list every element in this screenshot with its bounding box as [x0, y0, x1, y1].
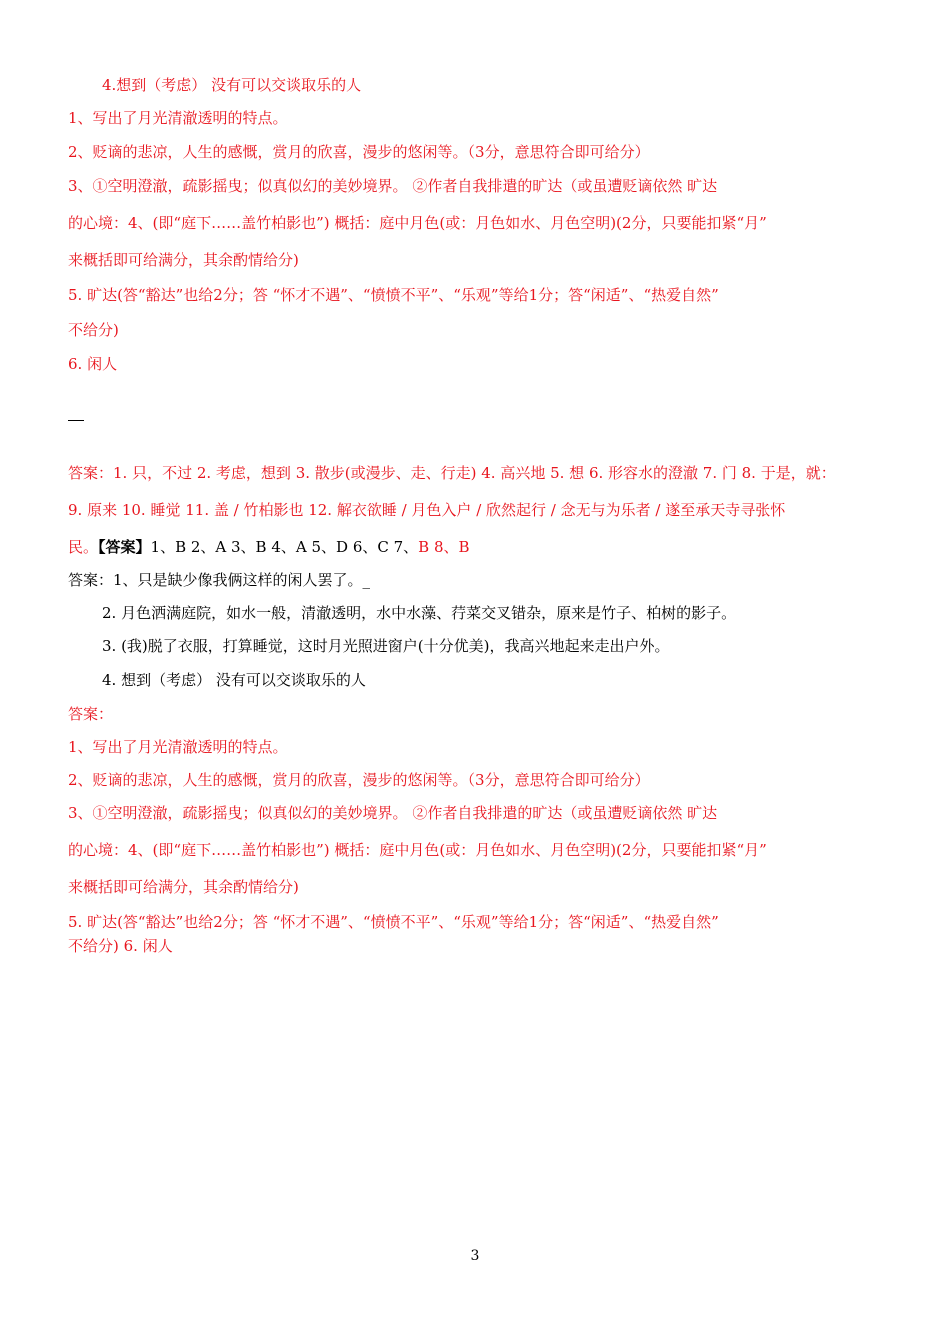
- block1-line-9: 6. 闲人: [68, 355, 118, 373]
- block2-line-2: 9. 原来 10. 睡觉 11. 盖 / 竹柏影也 12. 解衣欲睡 / 月色入户 / 欣然起行 / 念无与为乐者 / 遂至承天寺寻张怀: [68, 501, 786, 519]
- page-number: 3: [470, 1248, 480, 1264]
- block4-line-6: 来概括即可给满分，其余酌情给分): [68, 878, 299, 896]
- block2-line-1: 答案：1. 只，不过 2. 考虑，想到 3. 散步(或漫步、走、行走) 4. 高兴地 5. 想 6. 形容水的澄澈 7. 门 8. 于是，就：: [68, 464, 836, 482]
- block4-line-5: 的心境：4、(即“庭下……盖竹柏影也”) 概括：庭中月色(或：月色如水、月色空明)(2分，只要能扣紧“月”: [68, 841, 767, 859]
- separator-dash: [68, 420, 84, 421]
- block1-line-6: 来概括即可给满分，其余酌情给分): [68, 251, 299, 269]
- choice-answers: 1、B 2、A 3、B 4、A 5、D 6、C 7、: [150, 538, 419, 556]
- block3-line-2: 2. 月色洒满庭院，如水一般，清澈透明，水中水藻、荇菜交叉错杂，原来是竹子、柏树的影子。: [102, 604, 737, 622]
- block4-line-4: 3、①空明澄澈，疏影摇曳；似真似幻的美妙境界。 ②作者自我排遣的旷达（或虽遭贬谪依然 旷达: [68, 804, 718, 822]
- block4-line-2: 1、写出了月光清澈透明的特点。: [68, 738, 288, 756]
- block4-line-3: 2、贬谪的悲凉，人生的感慨，赏月的欣喜，漫步的悠闲等。（3分，意思符合即可给分）: [68, 771, 650, 789]
- block1-line-1: 4.想到（考虑） 没有可以交谈取乐的人: [102, 76, 362, 94]
- block3-line-3: 3. (我)脱了衣服，打算睡觉，这时月光照进窗户(十分优美)，我高兴地起来走出户外。: [102, 637, 670, 655]
- block4-line-7: 5. 旷达(答“豁达”也给2分；答 “怀才不遇”、“愤愤不平”、“乐观”等给1分；答“闲适”、“热爱自然”: [68, 913, 719, 931]
- block1-line-7: 5. 旷达(答“豁达”也给2分；答 “怀才不遇”、“愤愤不平”、“乐观”等给1分；答“闲适”、“热爱自然”: [68, 286, 719, 304]
- block1-line-2: 1、写出了月光清澈透明的特点。: [68, 109, 288, 127]
- block2-line-3: [68, 537, 888, 557]
- block3-line-1: 答案：1、只是缺少像我俩这样的闲人罢了。_: [68, 571, 371, 589]
- answer-heading: 【答案】: [98, 538, 151, 556]
- block1-line-5: 的心境：4、(即“庭下……盖竹柏影也”) 概括：庭中月色(或：月色如水、月色空明)(2分，只要能扣紧“月”: [68, 214, 767, 232]
- block1-line-4: 3、①空明澄澈，疏影摇曳；似真似幻的美妙境界。 ②作者自我排遣的旷达（或虽遭贬谪依然 旷达: [68, 177, 718, 195]
- block3-line-4: 4. 想到（考虑） 没有可以交谈取乐的人: [102, 671, 366, 689]
- block1-line-8: 不给分): [68, 321, 119, 339]
- choice-answers-tail: B 8、B: [418, 538, 470, 556]
- block4-line-8: 不给分) 6. 闲人: [68, 937, 173, 955]
- block4-line-1: 答案：: [68, 705, 114, 723]
- block2-line-3-a: 民。: [68, 538, 99, 556]
- block1-line-3: 2、贬谪的悲凉，人生的感慨，赏月的欣喜，漫步的悠闲等。（3分，意思符合即可给分）: [68, 143, 650, 161]
